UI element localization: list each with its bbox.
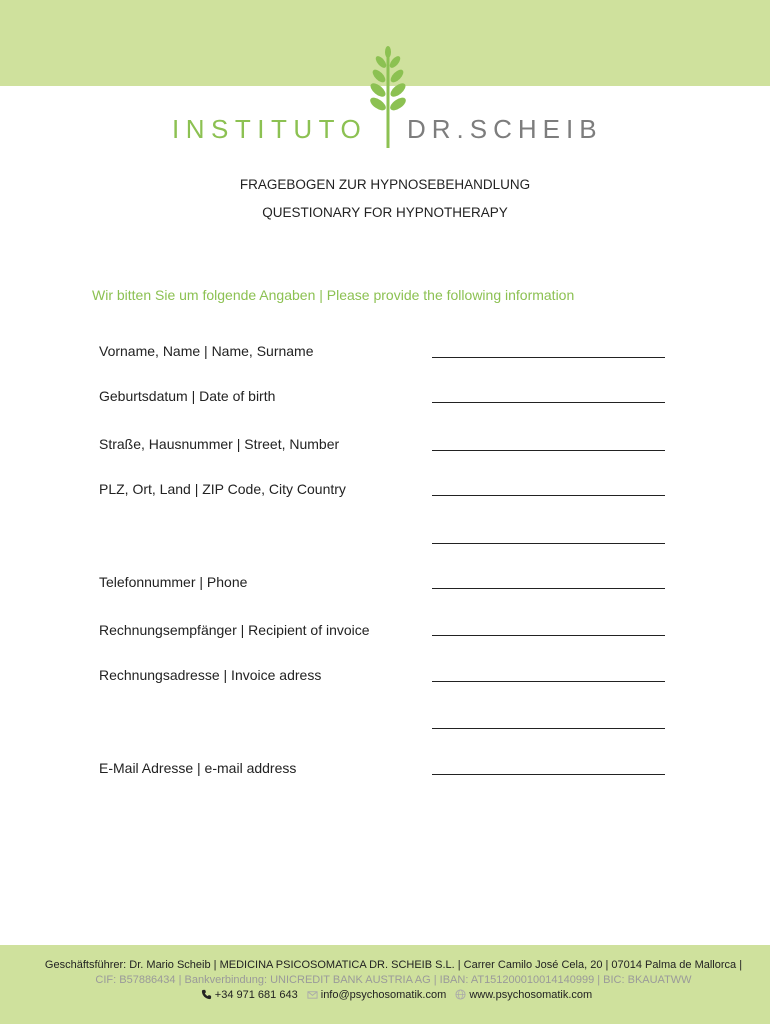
logo-text-dr-scheib: DR.SCHEIB bbox=[407, 114, 603, 144]
label-invoice-address: Rechnungsadresse | Invoice adress bbox=[99, 667, 322, 683]
label-email: E-Mail Adresse | e-mail address bbox=[99, 760, 297, 776]
input-line-zip-city[interactable] bbox=[432, 495, 665, 496]
logo-text-instituto: INSTITUTO bbox=[172, 114, 368, 144]
form-title-en: QUESTIONARY FOR HYPNOTHERAPY bbox=[262, 205, 508, 220]
phone-icon bbox=[201, 989, 212, 1000]
input-line-birthdate[interactable] bbox=[432, 402, 665, 403]
leaf-logo-icon bbox=[368, 44, 408, 150]
label-street: Straße, Hausnummer | Street, Number bbox=[99, 436, 340, 452]
label-invoice-recipient: Rechnungsempfänger | Recipient of invoice bbox=[99, 622, 370, 638]
globe-icon bbox=[455, 989, 466, 1000]
input-line-name[interactable] bbox=[432, 357, 665, 358]
input-line-invoice-address-2[interactable] bbox=[432, 728, 665, 729]
input-line-invoice-recipient[interactable] bbox=[432, 635, 665, 636]
footer-contact-line bbox=[0, 989, 770, 1001]
input-line-email[interactable] bbox=[432, 774, 665, 775]
label-zip-city: PLZ, Ort, Land | ZIP Code, City Country bbox=[99, 481, 346, 497]
label-name: Vorname, Name | Name, Surname bbox=[99, 343, 314, 359]
footer-bank-line: CIF: B57886434 | Bankverbindung: UNICREDIT BANK AUSTRIA AG | IBAN: AT151200010014140999 | BIC: BKAUATWW bbox=[95, 974, 692, 986]
label-birthdate: Geburtsdatum | Date of birth bbox=[99, 388, 276, 404]
label-phone: Telefonnummer | Phone bbox=[99, 574, 248, 590]
footer-phone[interactable]: +34 971 681 643 bbox=[214, 989, 298, 1001]
form-title-de: FRAGEBOGEN ZUR HYPNOSEBEHANDLUNG bbox=[239, 177, 531, 192]
input-line-zip-city-2[interactable] bbox=[432, 543, 665, 544]
footer-website[interactable]: www.psychosomatik.com bbox=[469, 989, 593, 1001]
input-line-phone[interactable] bbox=[432, 588, 665, 589]
intro-text: Wir bitten Sie um folgende Angaben | Please provide the following information bbox=[92, 287, 575, 303]
footer-company-line: Geschäftsführer: Dr. Mario Scheib | MEDICINA PSICOSOMATICA DR. SCHEIB S.L. | Carrer Camilo José Cela, 20 | 07014 Palma de Mallorca | bbox=[44, 959, 743, 971]
footer-email[interactable]: info@psychosomatik.com bbox=[320, 989, 447, 1001]
input-line-street[interactable] bbox=[432, 450, 665, 451]
input-line-invoice-address[interactable] bbox=[432, 681, 665, 682]
envelope-icon bbox=[307, 989, 318, 1000]
